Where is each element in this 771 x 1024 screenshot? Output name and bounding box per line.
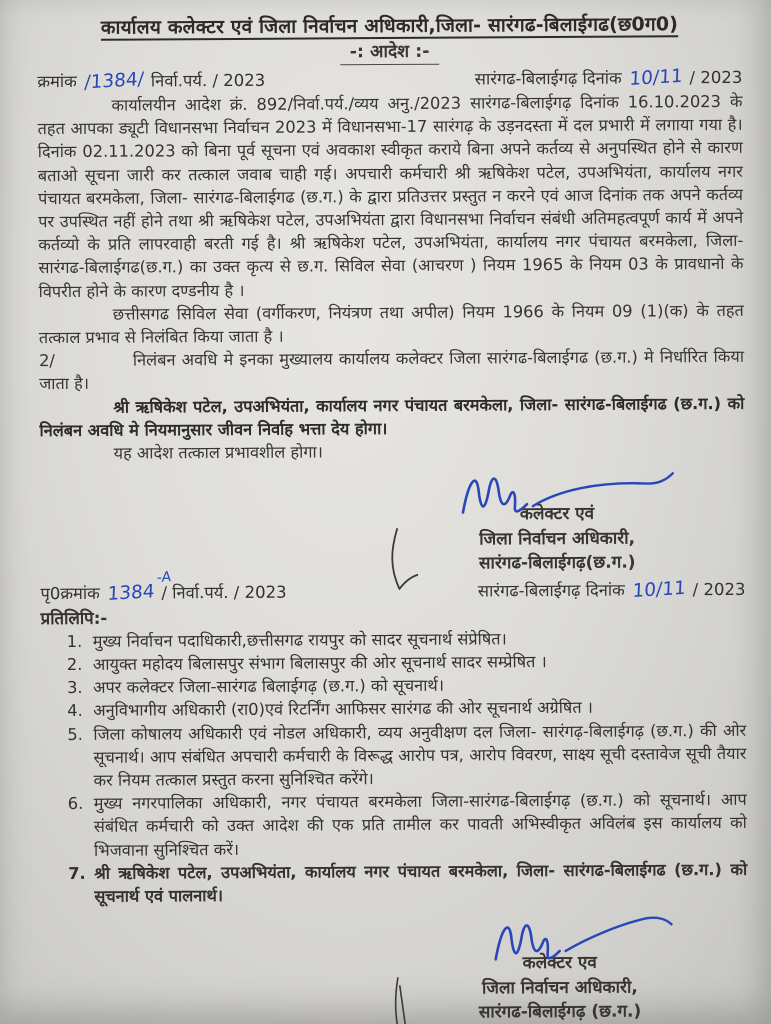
paragraph-suspension-rule: छत्तीसगढ सिविल सेवा (वर्गीकरण, नियंत्रण तथा अपील) नियम 1966 के नियम 09 (1)(क) के तहत तत्काल प्रभाव से निलंबित किया जाता है । — [38, 300, 744, 348]
date-handwritten-bottom: 10/11 — [631, 577, 686, 602]
signature-block-top — [397, 501, 717, 576]
endorsement-number-label: पृ0क्रमांक — [40, 583, 100, 603]
document-content — [37, 8, 748, 1024]
paragraph-allowance: श्री ऋषिकेश पटेल, उपअभियंता, कार्यालय नगर पंचायत बरमकेला, जिला- सारंगढ-बिलाईगढ (छ.ग.) को निलंबन अवधि मे नियमानुसार जीवन निर्वाह भत्ता देय होगा। — [39, 393, 745, 440]
order-number-label: क्रमांक — [37, 71, 77, 92]
signatory-designation-3: सारंगढ-बिलाईगढ़(छ.ग.) — [478, 552, 636, 574]
signatory-designation-3: सारंगढ-बिलाईगढ़ (छ.ग.) — [478, 1001, 642, 1023]
date-handwritten: 10/11 — [628, 65, 683, 90]
paragraph-2-prefix: 2/ — [38, 351, 55, 371]
order-number-line — [37, 68, 265, 92]
order-number-suffix: निर्वा.पर्य. / 2023 — [150, 70, 266, 91]
place-date-line-bottom — [478, 577, 746, 602]
copy-item-text: श्री ऋषिकेश पटेल, उपअभियंता, कार्यालय नगर पंचायत बरमकेला, जिला- सारंगढ-बिलाईगढ (छ.ग.) को सूचनार्थ एवं पालनार्थ। — [94, 859, 748, 906]
signatory-designation-2: जिला निर्वाचन अधिकारी, — [481, 977, 638, 999]
place-date-label: सारंगढ-बिलाईगढ़ दिनांक — [474, 68, 622, 89]
endorsement-number-suffix: / निर्वा.पर्य. / 2023 — [161, 582, 287, 603]
signature-block-bottom — [400, 950, 720, 1024]
copy-item-text: अनुविभागीय अधिकारी (रा0)एवं रिटर्निंग आफिसर सारंगढ की ओर सूचनार्थ अग्रेषित । — [93, 698, 594, 721]
copy-item-text: जिला कोषालय अधिकारी एवं नोडल अधिकारी, व्यय अनुवीक्षण दल जिला- सारंगढ़-बिलाईगढ़ (छ.ग.) की ओर सूचनार्थ। आप संबंधित अपचारी कर्मचारी के विरूद्ध आरोप पत्र, आरोप विवरण, साक्ष्य सूची दस्तावेज सूची तैयार कर नियम तत्काल प्रस्तुत करना सुनिश्चित करेंगे। — [93, 720, 747, 790]
signatory-designation-1: कलेक्टर एव — [522, 952, 597, 974]
copy-item-text: आयुक्त महोदय बिलासपुर संभाग बिलासपुर की ओर सूचनार्थ सादर सम्प्रेषित । — [92, 652, 547, 674]
place-date-line — [475, 65, 743, 90]
order-number-handwritten: /1384/ — [83, 68, 145, 94]
copy-item-text: मुख्य निर्वाचन पदाधिकारी,छत्तीसगढ रायपुर को सादर सूचनार्थ संप्रेषित। — [92, 629, 507, 651]
copy-item-number: 6. — [67, 794, 84, 814]
copy-item — [68, 858, 747, 909]
reference-row-top — [37, 65, 742, 92]
paragraph-2-text: निलंबन अवधि मे इनका मुख्यालय कार्यालय कलेक्टर जिला सारंगढ-बिलाईगढ (छ.ग.) मे निर्धारित किया जाता है। — [39, 347, 745, 394]
copy-item-text: अपर कलेक्टर जिला-सारंगढ बिलाईगढ़ (छ.ग.) को सूचनार्थ। — [92, 675, 445, 697]
date-suffix: / 2023 — [689, 67, 743, 88]
signatory-designation-2: जिला निर्वाचन अधिकारी, — [479, 528, 636, 550]
paragraph-effective: यह आदेश तत्काल प्रभावशील होगा। — [113, 442, 323, 463]
copy-item-number: 1. — [66, 631, 83, 651]
copy-item-number: 2. — [66, 654, 83, 674]
pen-stroke-icon — [384, 976, 429, 1024]
pen-stroke-icon — [381, 527, 421, 597]
order-heading: -: आदेश :- — [340, 39, 440, 66]
copy-item — [68, 788, 747, 862]
endorsement-number-value: 1384 — [106, 580, 155, 605]
copy-item-number: 3. — [66, 678, 83, 698]
order-heading-wrap — [37, 37, 742, 67]
paragraph-headquarter — [39, 345, 744, 396]
copies-heading: प्रतिलिपि:- — [40, 607, 108, 628]
endorsement-number-suffix-hand: -A — [156, 568, 172, 586]
copy-item-number: 5. — [67, 724, 83, 744]
copy-item-text: मुख्य नगरपालिका अधिकारी, नगर पंचायत बरमकेला जिला-सारंगढ-बिलाईगढ़ (छ.ग.) को सूचनार्थ। आप संबंधित कर्मचारी को उक्त आदेश की एक प्रति तामील कर पावती अभिस्वीकृत अविलंब इस कार्यालय को भिजवाना सुनिश्चित करें। — [93, 790, 747, 860]
copies-list — [41, 626, 748, 909]
copy-item-number: 7. — [68, 863, 86, 883]
date-suffix-bottom: / 2023 — [692, 579, 746, 599]
paragraph-main: कार्यालयीन आदेश क्रं. 892/निर्वा.पर्य./व्यय अनु./2023 सारंगढ-बिलाईगढ़ दिनांक 16.10.2023 के तहत आपका ड्यूटी विधानसभा निर्वाचन 2023 में विधानसभा-17 सारंगढ़ के उड़नदस्ता में दल प्रभारी में लगाया गया है। दिनांक 02.11.2023 को बिना पूर्व सूचना एवं अवकाश स्वीकृत कराये बिना अपने कर्तव्य से अनुपस्थित होने से कारण बताओ सूचना जारी कर तत्काल जवाब चाही गई। अपचारी कर्मचारी श्री ऋषिकेश पटेल, उपअभियंता, कार्यालय नगर पंचायत बरमकेला, जिला- सारंगढ-बिलाईगढ (छ.ग.) के द्वारा प्रतिउत्तर प्रस्तुत न करने एवं आज दिनांक तक अपने कर्तव्य पर उपस्थित नहीं होने तथा श्री ऋषिकेश पटेल, उपअभियंता द्वारा विधानसभा निर्वाचन संबंधी अतिमहत्वपूर्ण कार्य में अपने कर्तव्यो के प्रति लापरवाही बरती गई है। श्री ऋषिकेश पटेल, उपअभियंता, कार्यालय नगर पंचायत बरमकेला, जिला- सारंगढ-बिलाईगढ(छ.ग.) का उक्त कृत्य से छ.ग. सिविल सेवा (आचरण ) नियम 1965 के नियम 03 के प्रावधानो के विपरीत होने के कारण दण्डनीय है । — [37, 91, 744, 301]
endorsement-number-line — [40, 568, 287, 605]
copy-item — [67, 718, 746, 792]
place-date-label-bottom: सारंगढ-बिलाईगढ़ दिनांक — [477, 580, 625, 601]
copy-item-number: 4. — [67, 701, 83, 721]
order-body — [37, 90, 744, 466]
endorsement-number-handwritten — [106, 568, 172, 605]
office-title: कार्यालय कलेक्टर एवं जिला निर्वाचन अधिकारी,जिला- सारंगढ-बिलाईगढ(छ0ग0) — [100, 13, 679, 39]
signatory-designation-1: कलेक्टर एवं — [519, 504, 595, 525]
